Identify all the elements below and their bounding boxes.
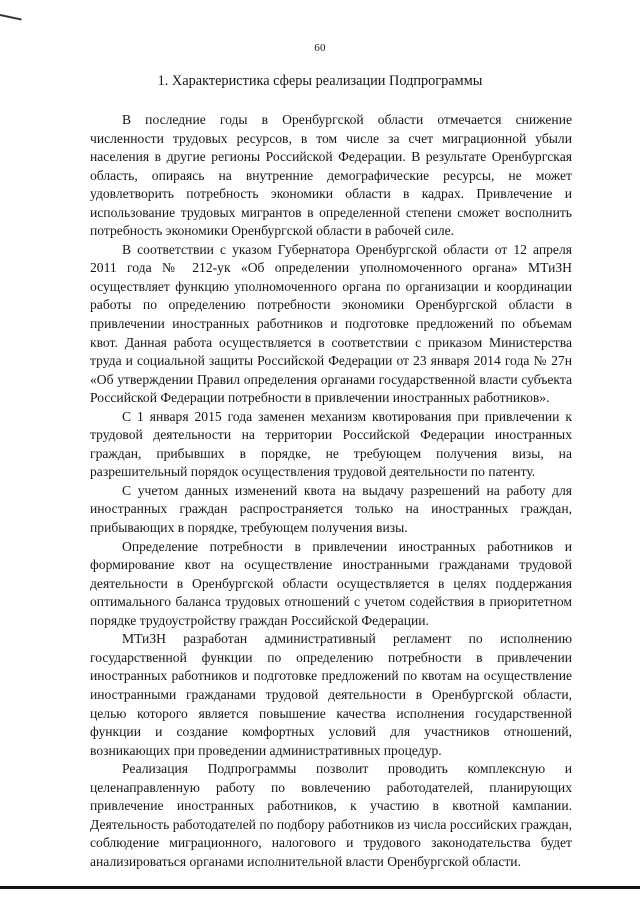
paragraph-5: Определение потребности в привлечении иностранных работников и формирование квот на осуществление иностранными гражданами трудовой деятельности в Оренбургской области осуществляется в целях поддержания оптимального баланса трудовых отношений с учетом содействия в приоритетном порядке трудоустройству граждан Российской Федерации. [90,538,572,628]
paragraph-7: Реализация Подпрограммы позволит проводить комплексную и целенаправленную работу по вовлечению работодателей, планирующих привлечение иностранных работников, к участию в квотной кампании. Деятельность работодателей по подбору работников из числа российских граждан, соблюдение миграционного, налогового и трудового законодательства будет анализироваться органами исполнительной власти Оренбургской области. [90,761,572,869]
paragraph-4: С учетом данных изменений квота на выдачу разрешений на работу для иностранных граждан распространяется только на иностранных граждан, прибывающих в порядке, требующем получения визы. [90,482,572,536]
paragraph-1: В последние годы в Оренбургской области отмечается снижение численности трудовых ресурсов, в том числе за счет миграционной убыли населения в другие регионы Российской Федерации. В результате Оренбургская область, опираясь на внутренние демографические ресурсы, не может удовлетворить потребность экономики области в кадрах. Привлечение и использование трудовых мигрантов в определенной степени сможет восполнить потребность экономики Оренбургской области в рабочей силе. [90,112,572,239]
document-body [90,111,572,871]
paragraph-3: С 1 января 2015 года заменен механизм квотирования при привлечении к трудовой деятельности на территории Российской Федерации иностранных граждан, прибывших в порядке, не требующем получения визы, на разрешительный порядок осуществления трудовой деятельности по патенту. [90,408,572,480]
scan-artifact-mark [0,14,22,21]
page-number: 60 [314,42,326,54]
bottom-edge-rule [0,886,640,889]
paragraph-6: МТиЗН разработан административный регламент по исполнению государственной функции по определению потребности в привлечении иностранных работников и подготовке предложений по квотам на осуществление иностранными гражданами трудовой деятельности в Оренбургской области, целью которого является повышение качества исполнения государственной функции и создание комфортных условий для участников отношений, возникающих при проведении административных процедур. [90,631,572,758]
section-title: 1. Характеристика сферы реализации Подпрограммы [157,73,483,89]
paragraph-2: В соответствии с указом Губернатора Оренбургской области от 12 апреля 2011 года № 212-ук «Об определении уполномоченного органа» МТиЗН осуществляет функцию уполномоченного органа по организации и координации работы по определению потребности экономики Оренбургской области в привлечении иностранных работников и подготовке предложений по объемам квот. Данная работа осуществляется в соответствии с приказом Министерства труда и социальной защиты Российской Федерации от 23 января 2014 года № 27н «Об утверждении Правил определения органами государственной власти субъекта Российской Федерации потребности в привлечении иностранных работников». [90,241,572,406]
